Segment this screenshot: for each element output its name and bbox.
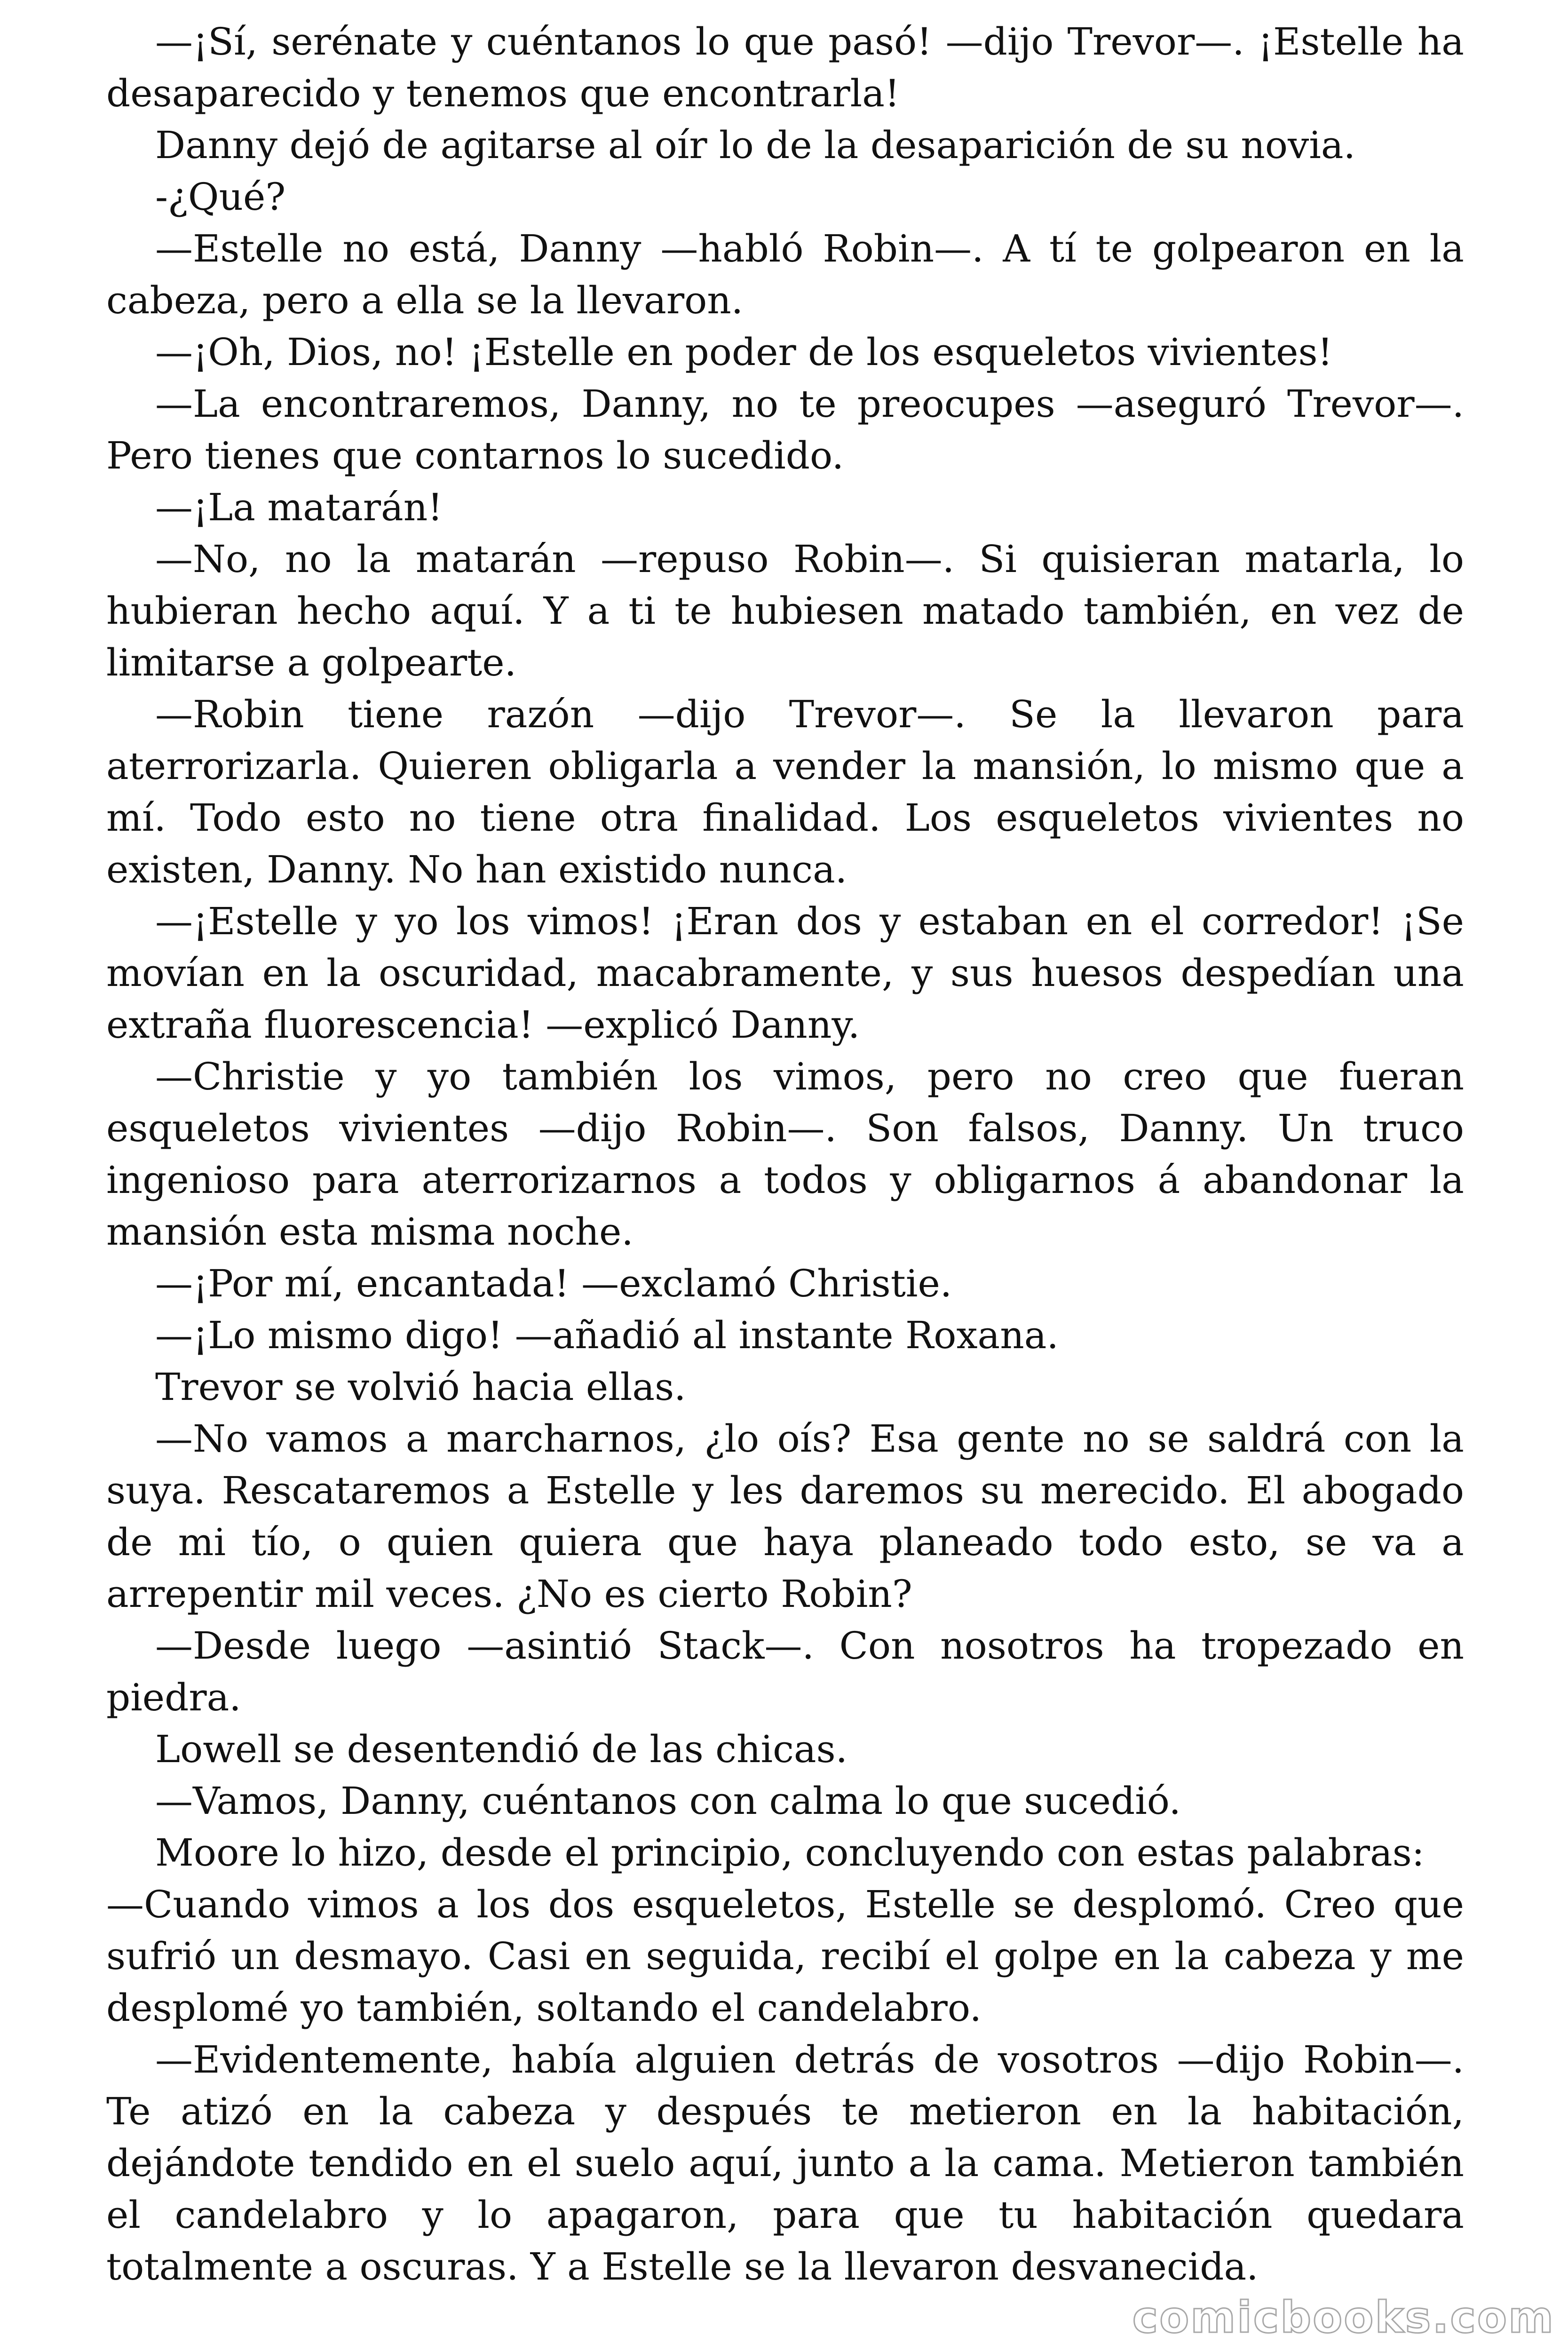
paragraph: —No vamos a marcharnos, ¿lo oís? Esa gente no se saldrá con la suya. Rescataremos a Estelle y les daremos su merecido. El abogado de mi tío, o quien quiera que haya planeado todo esto, se va a arrepentir mil veces. ¿No es cierto Robin? xyxy=(106,1417,1464,1616)
paragraph: —Estelle no está, Danny —habló Robin—. A tí te golpearon en la cabeza, pero a ella se la llevaron. xyxy=(106,227,1464,322)
paragraph: Danny dejó de agitarse al oír lo de la desaparición de su novia. xyxy=(155,123,1355,167)
paragraph: —Cuando vimos a los dos esqueletos, Estelle se desplomó. Creo que sufrió un desmayo. Casi en seguida, recibí el golpe en la cabeza y me desplomé yo también, soltando el candelabro. xyxy=(106,1883,1464,2030)
document-body xyxy=(106,16,1464,2293)
paragraph: —¡Por mí, encantada! —exclamó Christie. xyxy=(155,1262,952,1305)
paragraph: —¡Estelle y yo los vimos! ¡Eran dos y estaban en el corredor! ¡Se movían en la oscuridad, macabramente, y sus huesos despedían una extraña fluorescencia! —explicó Danny. xyxy=(106,899,1464,1047)
paragraph: —Evidentemente, había alguien detrás de vosotros —dijo Robin—. Te atizó en la cabeza y después te metieron en la habitación, dejándote tendido en el suelo aquí, junto a la cama. Metieron también el candelabro y lo apagaron, para que tu habitación quedara totalmente a oscuras. Y a Estelle se la llevaron desvanecida. xyxy=(106,2038,1464,2288)
paragraph: —¡Lo mismo digo! —añadió al instante Roxana. xyxy=(155,1313,1059,1357)
paragraph: —¡La matarán! xyxy=(155,485,443,529)
paragraph: —Christie y yo también los vimos, pero no creo que fueran esqueletos vivientes —dijo Robin—. Son falsos, Danny. Un truco ingenioso para aterrorizarnos a todos y obligarnos á abandonar la mansión esta misma noche. xyxy=(106,1055,1464,1254)
paragraph: -¿Qué? xyxy=(155,175,286,219)
paragraph: —No, no la matarán —repuso Robin—. Si quisieran matarla, lo hubieran hecho aquí. Y a ti te hubiesen matado también, en vez de limitarse a golpearte. xyxy=(106,537,1464,684)
paragraph: —¡Sí, serénate y cuéntanos lo que pasó! —dijo Trevor—. ¡Estelle ha desaparecido y tenemos que encontrarla! xyxy=(106,20,1464,115)
paragraph: —¡Oh, Dios, no! ¡Estelle en poder de los esqueletos vivientes! xyxy=(155,330,1333,374)
paragraph: —Vamos, Danny, cuéntanos con calma lo que sucedió. xyxy=(155,1779,1181,1823)
document-page xyxy=(106,16,1464,2293)
paragraph: Trevor se volvió hacia ellas. xyxy=(155,1365,686,1409)
paragraph: —La encontraremos, Danny, no te preocupes —aseguró Trevor—. Pero tienes que contarnos lo sucedido. xyxy=(106,382,1464,477)
paragraph: Moore lo hizo, desde el principio, concluyendo con estas palabras: xyxy=(155,1831,1425,1875)
paragraph: Lowell se desentendió de las chicas. xyxy=(155,1727,848,1771)
watermark: comicbooks.com xyxy=(1132,2292,1555,2343)
paragraph: —Robin tiene razón —dijo Trevor—. Se la llevaron para aterrorizarla. Quieren obligarla a vender la mansión, lo mismo que a mí. Todo esto no tiene otra finalidad. Los esqueletos vivientes no existen, Danny. No han existido nunca. xyxy=(106,692,1464,891)
paragraph: —Desde luego —asintió Stack—. Con nosotros ha tropezado en piedra. xyxy=(106,1624,1464,1719)
